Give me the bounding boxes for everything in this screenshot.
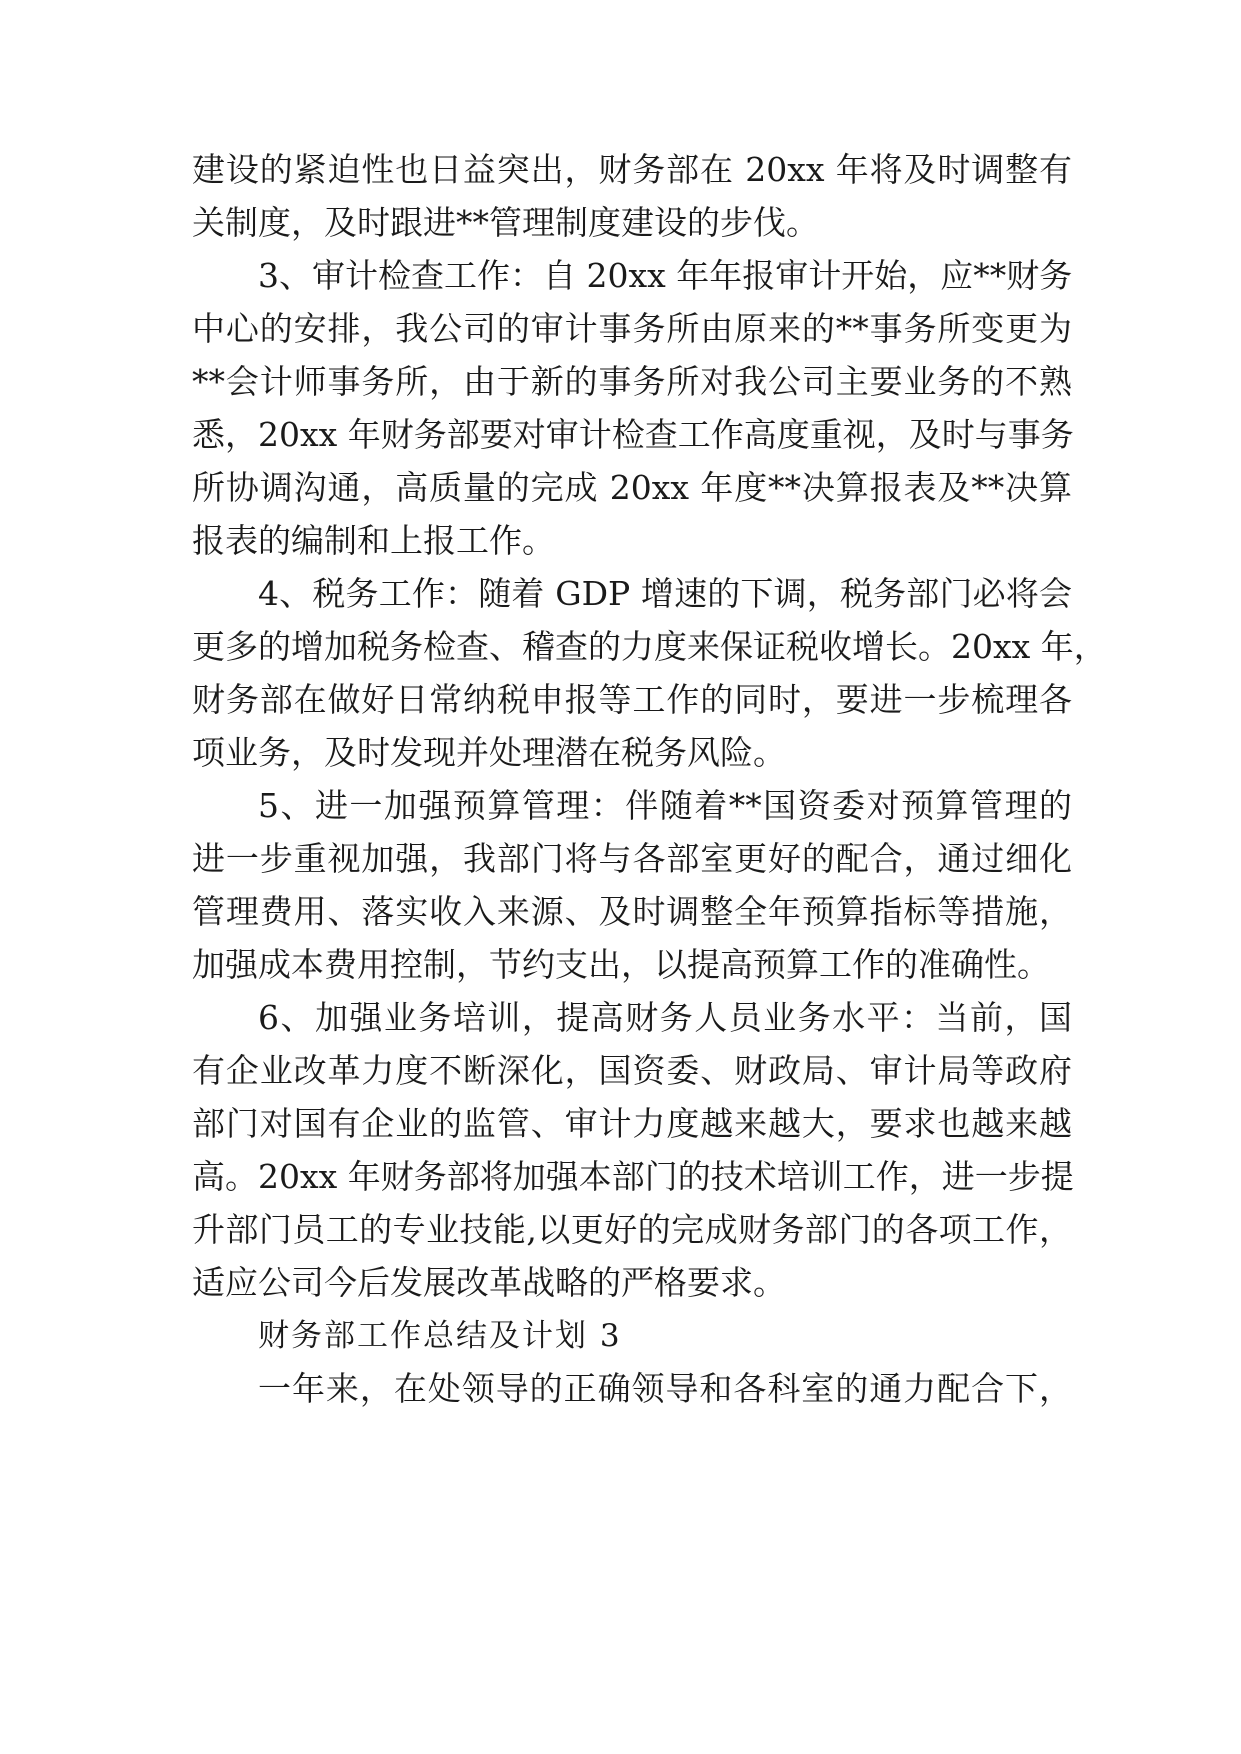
body-line: **会计师事务所，由于新的事务所对我公司主要业务的不熟 — [192, 362, 1072, 401]
paragraph-first-line: 一年来，在处领导的正确领导和各科室的通力配合下， — [258, 1369, 1072, 1408]
body-line: 建设的紧迫性也日益突出，财务部在 20xx 年将及时调整有 — [192, 150, 1072, 189]
paragraph-first-line: 6、加强业务培训，提高财务人员业务水平：当前，国 — [258, 998, 1072, 1037]
body-line: 部门对国有企业的监管、审计力度越来越大，要求也越来越 — [192, 1104, 1072, 1143]
body-line: 悉，20xx 年财务部要对审计检查工作高度重视，及时与事务 — [192, 415, 1074, 454]
body-line: 进一步重视加强，我部门将与各部室更好的配合，通过细化 — [192, 839, 1072, 878]
body-line: 高。20xx 年财务部将加强本部门的技术培训工作，进一步提 — [192, 1157, 1074, 1196]
body-line: 财务部在做好日常纳税申报等工作的同时，要进一步梳理各 — [192, 680, 1072, 719]
body-line: 报表的编制和上报工作。 — [192, 521, 555, 560]
paragraph-first-line: 4、税务工作：随着 GDP 增速的下调，税务部门必将会 — [258, 574, 1072, 613]
section-heading: 财务部工作总结及计划 3 — [258, 1318, 622, 1354]
body-line: 中心的安排，我公司的审计事务所由原来的**事务所变更为 — [192, 309, 1072, 348]
body-line: 加强成本费用控制，节约支出，以提高预算工作的准确性。 — [192, 945, 1050, 984]
paragraph-first-line: 3、审计检查工作：自 20xx 年年报审计开始，应**财务 — [258, 256, 1073, 295]
body-line: 管理费用、落实收入来源、及时调整全年预算指标等措施， — [192, 892, 1072, 931]
body-line: 更多的增加税务检查、稽查的力度来保证税收增长。20xx 年， — [192, 627, 1107, 666]
body-line: 升部门员工的专业技能,以更好的完成财务部门的各项工作， — [192, 1210, 1072, 1249]
paragraph-first-line: 5、进一加强预算管理：伴随着**国资委对预算管理的 — [258, 786, 1072, 825]
body-line: 适应公司今后发展改革战略的严格要求。 — [192, 1263, 786, 1302]
body-line: 项业务，及时发现并处理潜在税务风险。 — [192, 733, 786, 772]
body-line: 关制度，及时跟进**管理制度建设的步伐。 — [192, 203, 819, 242]
body-line: 所协调沟通，高质量的完成 20xx 年度**决算报表及**决算 — [192, 468, 1072, 507]
body-line: 有企业改革力度不断深化，国资委、财政局、审计局等政府 — [192, 1051, 1072, 1090]
